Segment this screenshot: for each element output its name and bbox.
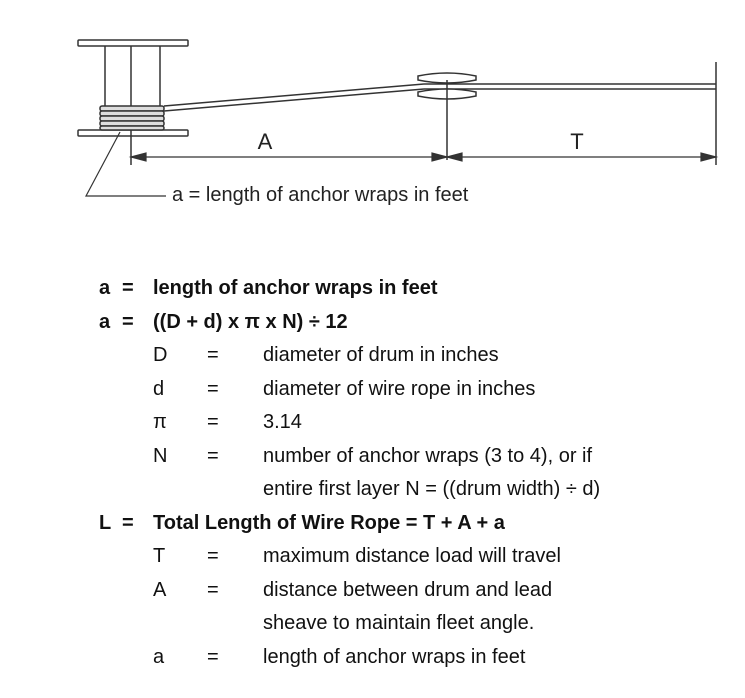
anchor-wraps-caption: a = length of anchor wraps in feet	[172, 184, 469, 206]
def-a-symbol: a	[99, 277, 111, 299]
var-a-text: length of anchor wraps in feet	[263, 646, 526, 668]
var-D-equals: =	[207, 344, 219, 366]
var-D-symbol: D	[153, 344, 168, 366]
formula-a-symbol: a	[99, 311, 111, 333]
span-t-label: T	[570, 129, 584, 154]
var-N-text-continued: entire first layer N = ((drum width) ÷ d)	[263, 478, 601, 500]
var-a-equals: =	[207, 646, 219, 668]
var-D-text: diameter of drum in inches	[263, 344, 499, 366]
var-A-equals: =	[207, 579, 219, 601]
var-a-symbol: a	[153, 646, 165, 668]
var-pi-symbol: π	[153, 411, 167, 433]
def-a-text: length of anchor wraps in feet	[153, 277, 438, 299]
var-N-equals: =	[207, 445, 219, 467]
var-T-symbol: T	[153, 545, 166, 567]
var-d-symbol: d	[153, 378, 165, 400]
var-T-equals: =	[207, 545, 219, 567]
var-pi-text: 3.14	[263, 411, 302, 433]
span-a-label: A	[257, 129, 273, 154]
var-A-text: distance between drum and lead	[263, 579, 553, 601]
var-d-equals: =	[207, 378, 219, 400]
var-pi-equals: =	[207, 411, 219, 433]
formula-a-text: ((D + d) x π x N) ÷ 12	[153, 311, 348, 333]
var-N-text: number of anchor wraps (3 to 4), or if	[263, 445, 593, 467]
total-L-equals: =	[122, 512, 134, 534]
var-A-text-continued: sheave to maintain fleet angle.	[263, 612, 535, 634]
total-L-text: Total Length of Wire Rope = T + A + a	[153, 512, 505, 534]
def-a-equals: =	[122, 277, 134, 299]
var-A-symbol: A	[153, 579, 167, 601]
total-L-symbol: L	[99, 512, 112, 534]
var-d-text: diameter of wire rope in inches	[263, 378, 536, 400]
formula-a-equals: =	[122, 311, 134, 333]
var-T-text: maximum distance load will travel	[263, 545, 561, 567]
var-N-symbol: N	[153, 445, 168, 467]
